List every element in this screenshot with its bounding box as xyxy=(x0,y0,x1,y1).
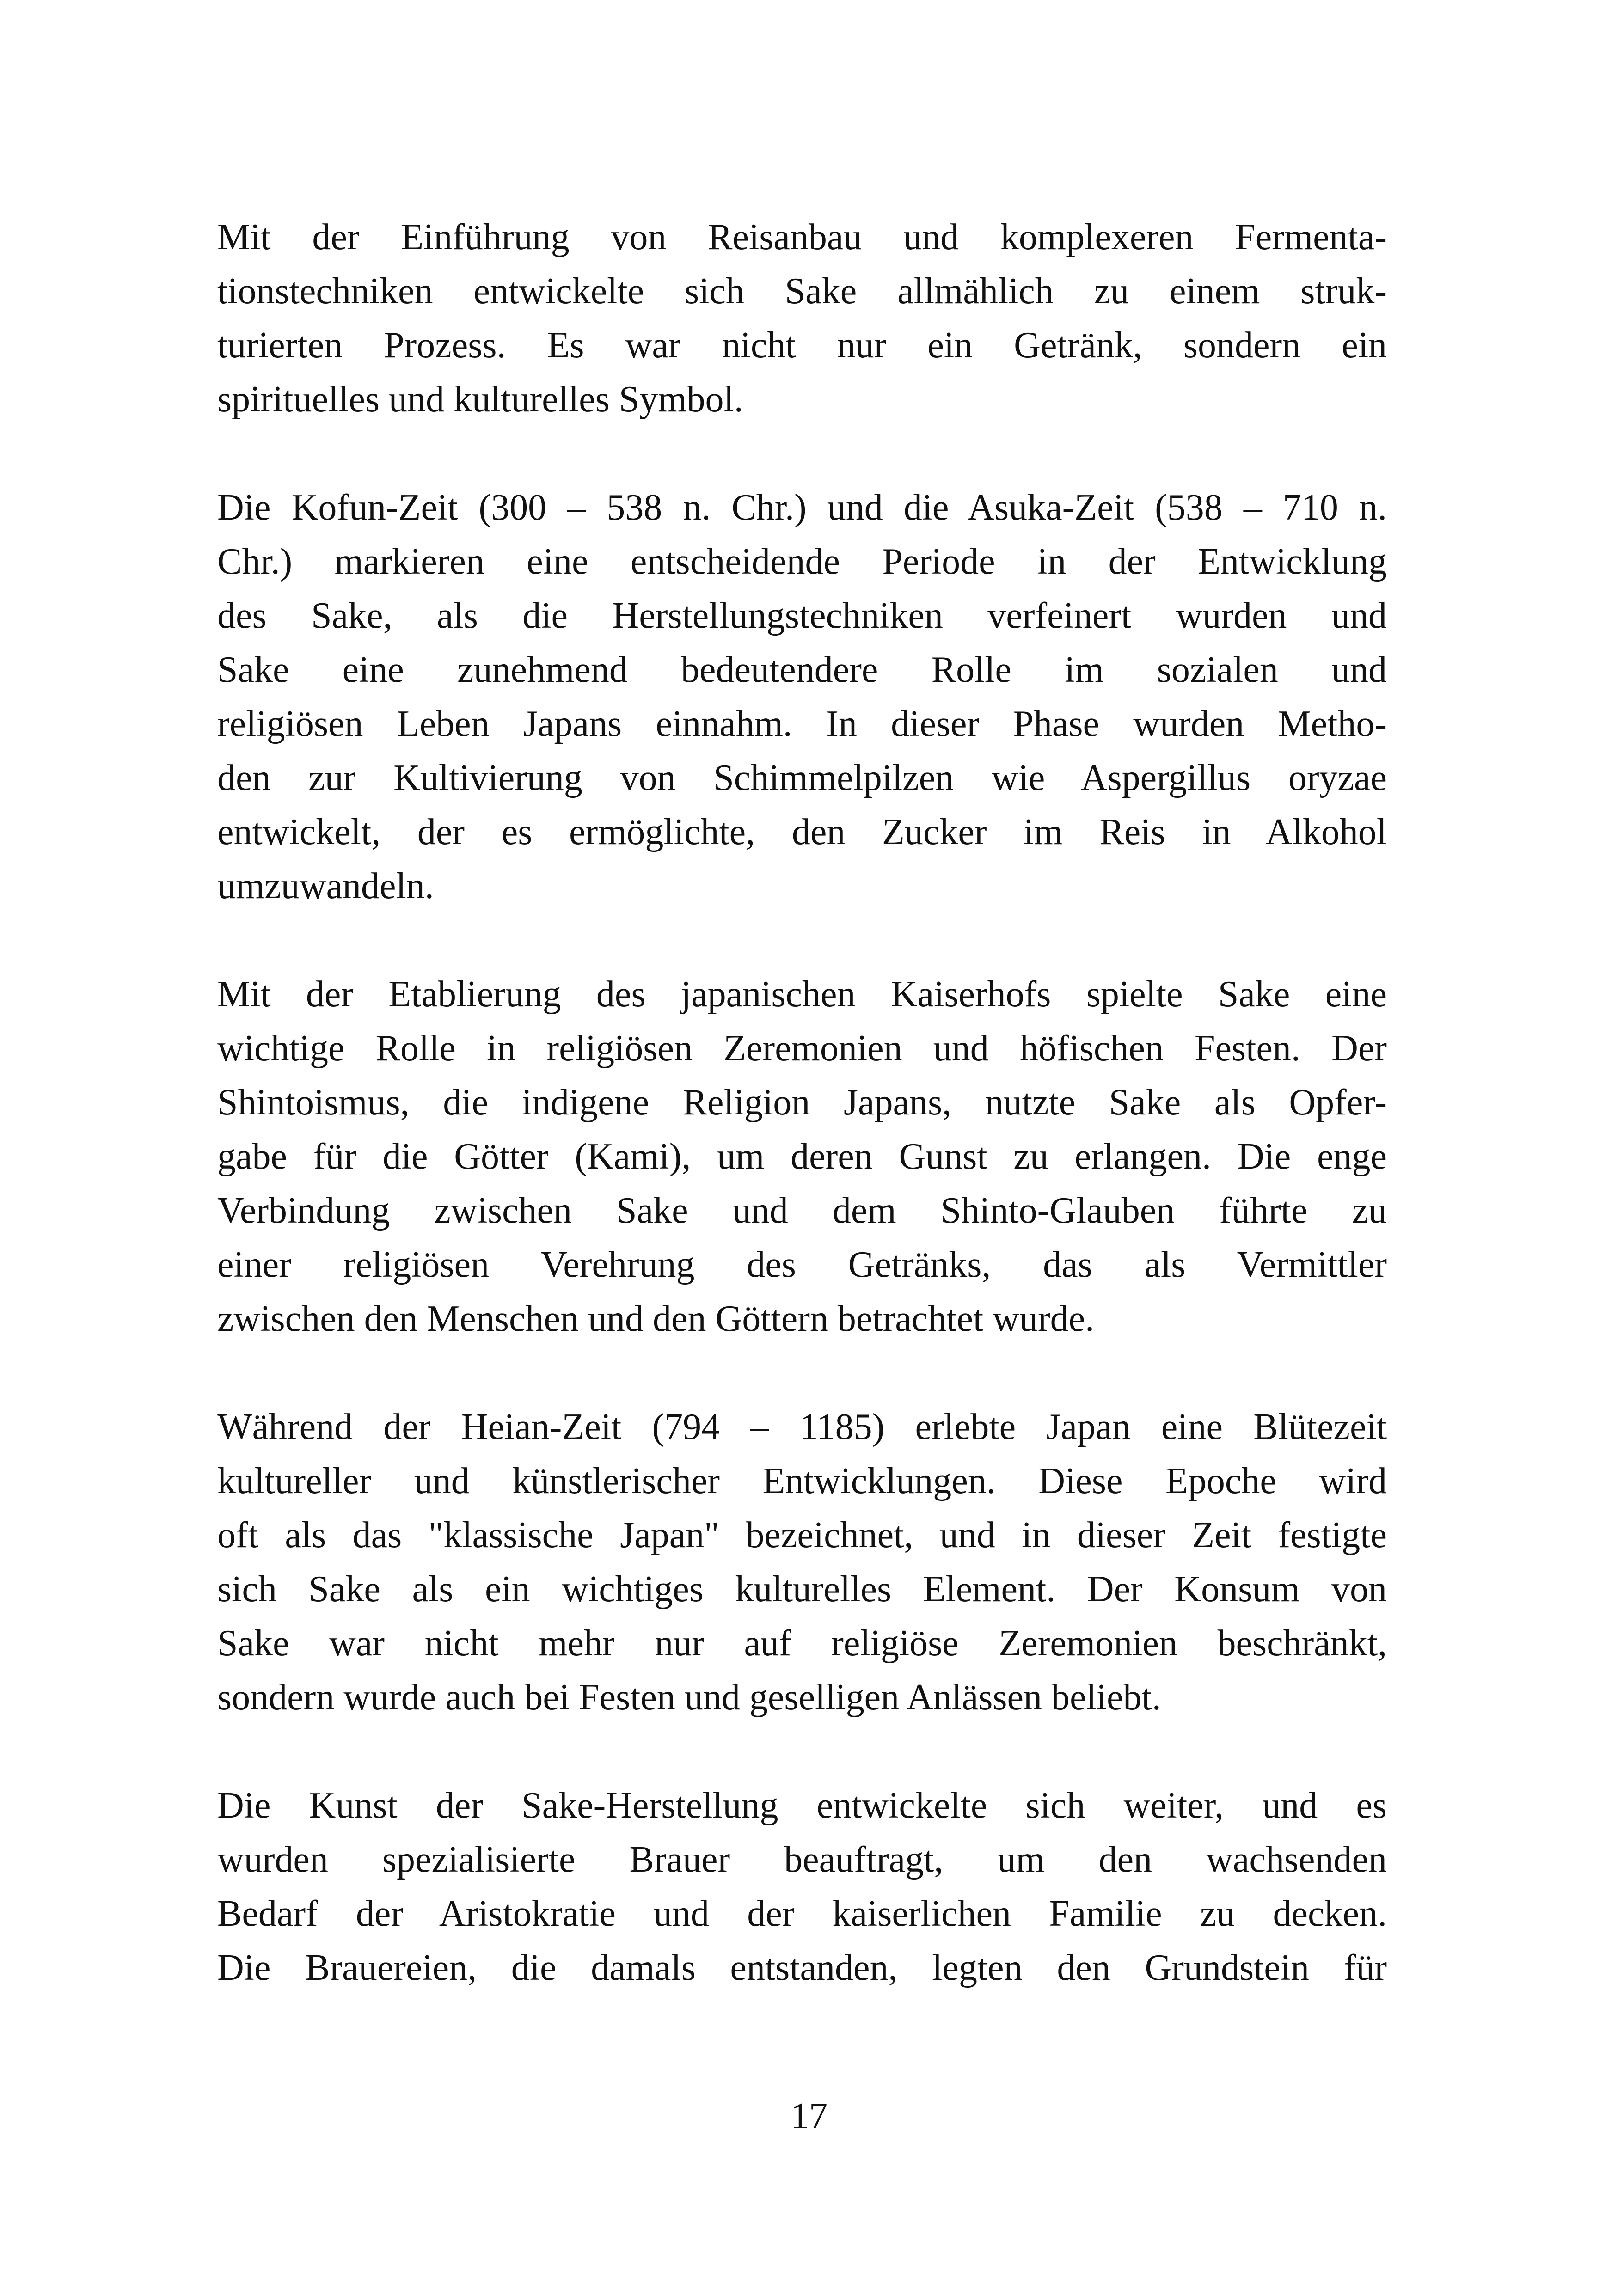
text-line: wurden spezialisierte Brauer beauftragt, um den wachsenden xyxy=(217,1839,1387,1880)
paragraph-3 xyxy=(217,967,1387,1346)
text-line: Bedarf der Aristokratie und der kaiserlichen Familie zu decken. xyxy=(217,1893,1387,1934)
text-line: zwischen den Menschen und den Göttern betrachtet wurde. xyxy=(217,1298,1095,1339)
paragraph-5 xyxy=(217,1779,1387,1995)
text-line: sich Sake als ein wichtiges kulturelles Element. Der Konsum von xyxy=(217,1569,1387,1610)
paragraph-4 xyxy=(217,1400,1387,1725)
text-line: den zur Kultivierung von Schimmelpilzen wie Aspergillus oryzae xyxy=(217,758,1387,798)
text-line: Verbindung zwischen Sake und dem Shinto-Glauben führte zu xyxy=(217,1190,1387,1231)
text-line: Die Brauereien, die damals entstanden, legten den Grundstein für xyxy=(217,1947,1387,1988)
page-number: 17 xyxy=(791,2096,827,2137)
text-line: wichtige Rolle in religiösen Zeremonien und höfischen Festen. Der xyxy=(217,1028,1387,1069)
text-line: Sake eine zunehmend bedeutendere Rolle im sozialen und xyxy=(217,649,1387,690)
text-line: sondern wurde auch bei Festen und geselligen Anlässen beliebt. xyxy=(217,1677,1161,1718)
text-line: kultureller und künstlerischer Entwicklungen. Diese Epoche wird xyxy=(217,1461,1387,1501)
text-line: Die Kunst der Sake-Herstellung entwickelte sich weiter, und es xyxy=(217,1785,1387,1826)
text-line: entwickelt, der es ermöglichte, den Zucker im Reis in Alkohol xyxy=(217,812,1387,852)
text-line: umzuwandeln. xyxy=(217,866,434,906)
text-line: des Sake, als die Herstellungstechniken verfeinert wurden und xyxy=(217,595,1387,636)
text-line: Sake war nicht mehr nur auf religiöse Zeremonien beschränkt, xyxy=(217,1623,1387,1664)
text-line: Shintoismus, die indigene Religion Japans, nutzte Sake als Opfer- xyxy=(217,1082,1387,1123)
text-line: religiösen Leben Japans einnahm. In dieser Phase wurden Metho- xyxy=(217,704,1387,744)
text-line: oft als das "klassische Japan" bezeichnet, und in dieser Zeit festigte xyxy=(217,1515,1387,1555)
text-line: Mit der Einführung von Reisanbau und komplexeren Fermenta- xyxy=(217,217,1387,257)
body-text xyxy=(217,210,1387,1995)
text-line: Während der Heian-Zeit (794 – 1185) erlebte Japan eine Blütezeit xyxy=(217,1407,1387,1447)
paragraph-1 xyxy=(217,210,1387,427)
text-line: turierten Prozess. Es war nicht nur ein Getränk, sondern ein xyxy=(217,325,1387,366)
paragraph-2 xyxy=(217,481,1387,913)
text-line: spirituelles und kulturelles Symbol. xyxy=(217,379,743,420)
text-line: Mit der Etablierung des japanischen Kaiserhofs spielte Sake eine xyxy=(217,974,1387,1015)
text-line: Chr.) markieren eine entscheidende Periode in der Entwicklung xyxy=(217,541,1387,582)
text-line: Die Kofun-Zeit (300 – 538 n. Chr.) und die Asuka-Zeit (538 – 710 n. xyxy=(217,487,1387,528)
text-line: gabe für die Götter (Kami), um deren Gunst zu erlangen. Die enge xyxy=(217,1136,1387,1177)
text-line: tionstechniken entwickelte sich Sake allmählich zu einem struk- xyxy=(217,271,1387,312)
text-line: einer religiösen Verehrung des Getränks, das als Vermittler xyxy=(217,1244,1387,1285)
